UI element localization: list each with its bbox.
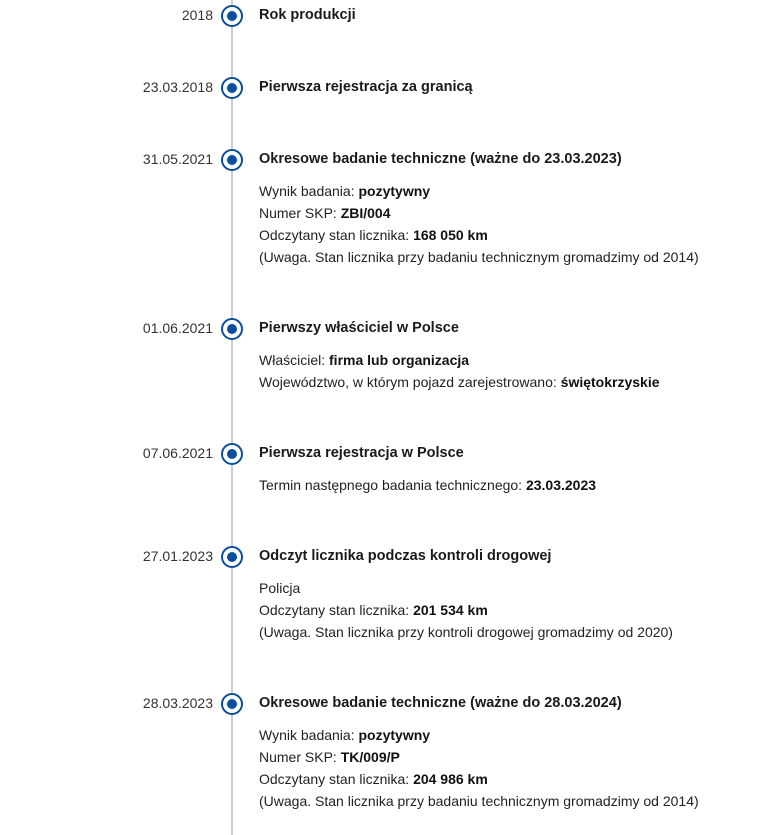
event-title: Pierwsza rejestracja za granicą — [259, 79, 473, 95]
event-details — [259, 474, 596, 496]
event-date: 27.01.2023 — [142, 548, 213, 564]
detail-line — [259, 371, 660, 393]
detail-value: TK/009/P — [340, 749, 400, 765]
event-title: Rok produkcji — [259, 7, 356, 23]
detail-value: 23.03.2023 — [525, 477, 597, 493]
detail-label: Termin następnego badania technicznego: — [259, 477, 526, 493]
event-details — [259, 349, 660, 393]
event-date: 28.03.2023 — [142, 695, 213, 711]
event-title: Pierwszy właściciel w Polsce — [259, 320, 459, 336]
detail-line — [259, 577, 673, 599]
detail-line — [259, 768, 699, 790]
detail-line — [259, 724, 699, 746]
detail-label: (Uwaga. Stan licznika przy badaniu technicznym gromadzimy od 2014) — [259, 793, 699, 809]
detail-line — [259, 599, 673, 621]
detail-value: ZBI/004 — [340, 205, 391, 221]
detail-note — [259, 621, 673, 643]
detail-value: 204 986 km — [413, 771, 488, 787]
detail-label: Wynik badania: — [259, 727, 359, 743]
event-title: Pierwsza rejestracja w Polsce — [259, 445, 464, 461]
event-details — [259, 724, 699, 812]
detail-line — [259, 746, 699, 768]
event-date: 01.06.2021 — [142, 320, 213, 336]
detail-label: Odczytany stan licznika: — [259, 602, 414, 618]
detail-value: świętokrzyskie — [560, 374, 660, 390]
timeline-dot-icon — [221, 5, 243, 27]
timeline-dot-icon — [221, 318, 243, 340]
detail-label: Numer SKP: — [259, 205, 341, 221]
detail-note — [259, 246, 699, 268]
detail-label: Województwo, w którym pojazd zarejestrowano: — [259, 374, 561, 390]
detail-line — [259, 349, 660, 371]
timeline-dot-icon — [221, 693, 243, 715]
detail-label: Odczytany stan licznika: — [259, 227, 414, 243]
event-details — [259, 180, 699, 268]
event-title: Okresowe badanie techniczne (ważne do 23.03.2023) — [259, 151, 622, 167]
detail-label: (Uwaga. Stan licznika przy badaniu technicznym gromadzimy od 2014) — [259, 249, 699, 265]
event-title: Okresowe badanie techniczne (ważne do 28.03.2024) — [259, 695, 622, 711]
detail-label: Odczytany stan licznika: — [259, 771, 414, 787]
event-date: 31.05.2021 — [142, 151, 213, 167]
detail-value: pozytywny — [358, 183, 431, 199]
detail-label: Numer SKP: — [259, 749, 341, 765]
event-date: 07.06.2021 — [142, 445, 213, 461]
timeline-dot-icon — [221, 443, 243, 465]
detail-value: firma lub organizacja — [329, 352, 470, 368]
detail-line — [259, 474, 596, 496]
detail-label: Policja — [259, 580, 301, 596]
timeline-dot-icon — [221, 149, 243, 171]
detail-line — [259, 202, 699, 224]
detail-line — [259, 180, 699, 202]
timeline-dot-icon — [221, 546, 243, 568]
detail-value: 201 534 km — [413, 602, 488, 618]
detail-line — [259, 224, 699, 246]
detail-label: Wynik badania: — [259, 183, 359, 199]
timeline-dot-icon — [221, 77, 243, 99]
detail-label: (Uwaga. Stan licznika przy kontroli drogowej gromadzimy od 2020) — [259, 624, 673, 640]
event-date: 2018 — [181, 7, 213, 23]
detail-value: 168 050 km — [413, 227, 488, 243]
detail-label: Właściciel: — [259, 352, 330, 368]
event-date: 23.03.2018 — [142, 79, 213, 95]
event-title: Odczyt licznika podczas kontroli drogowej — [259, 548, 552, 564]
event-details — [259, 577, 673, 643]
detail-value: pozytywny — [358, 727, 431, 743]
detail-note — [259, 790, 699, 812]
